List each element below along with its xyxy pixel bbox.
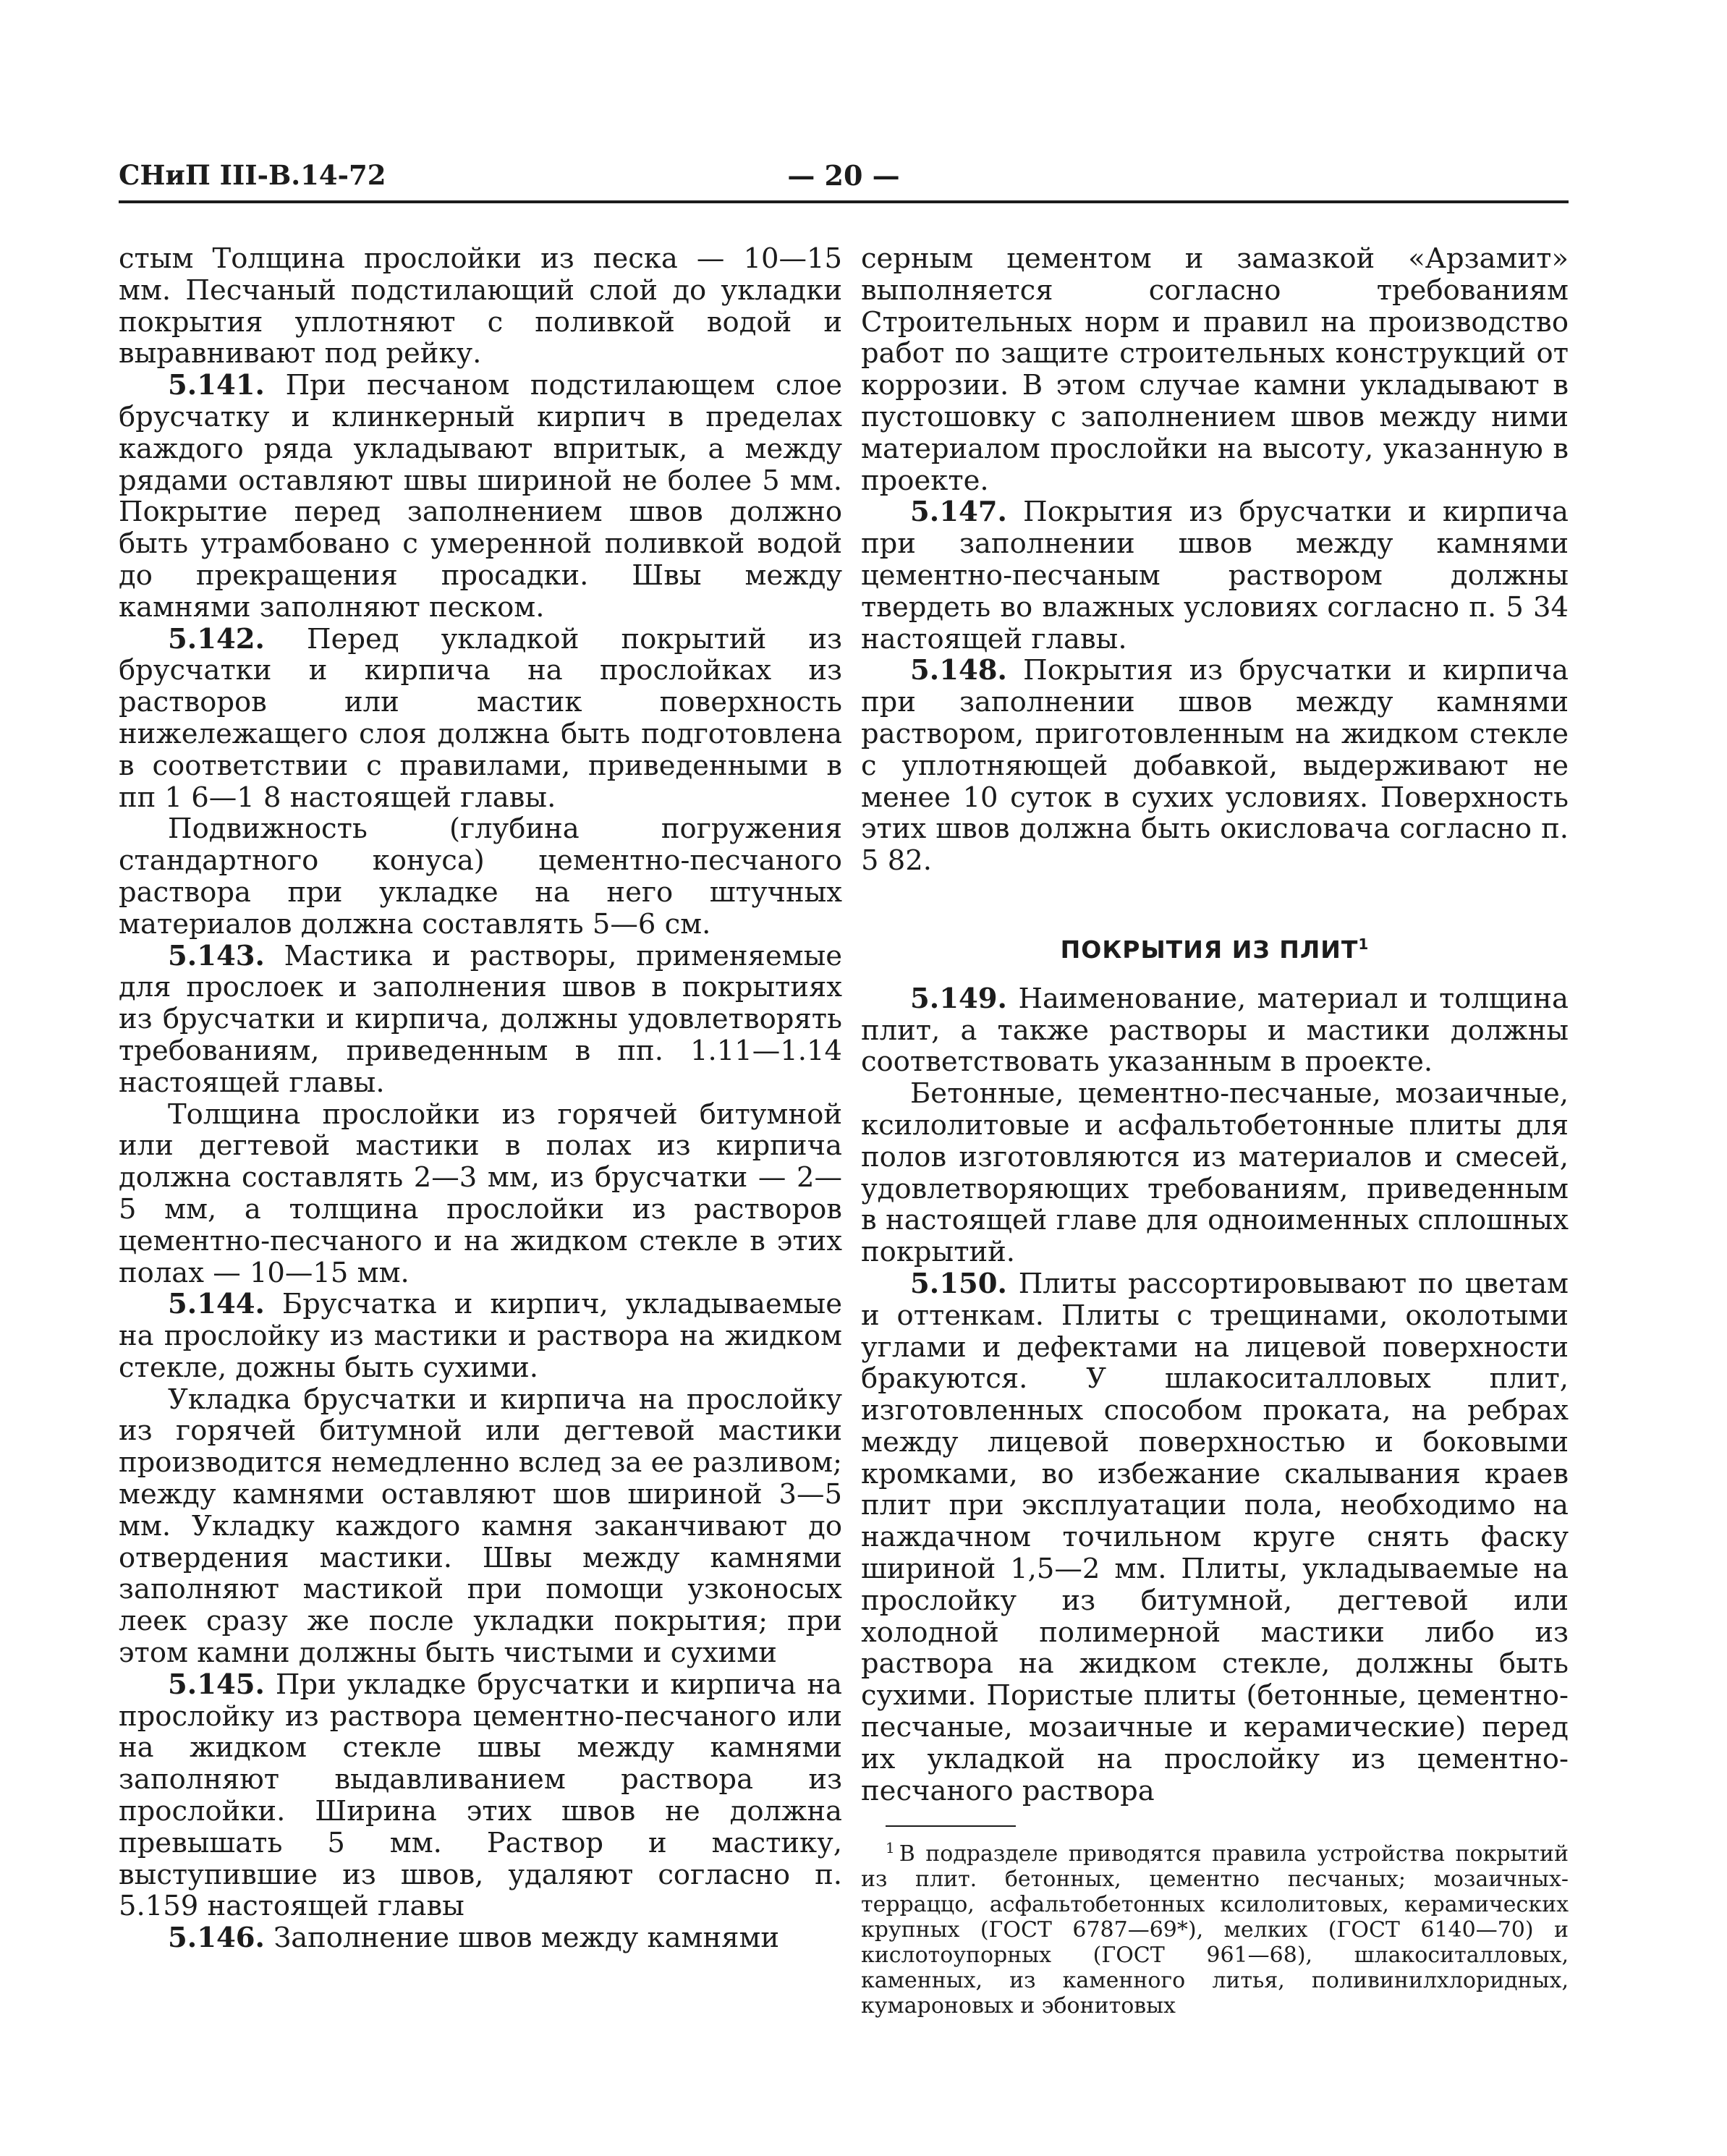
footnote xyxy=(861,1835,1569,2019)
clause-number: 5.143. xyxy=(168,939,265,972)
paragraph-text: Подвижность (глубина погружения стандартного конуса) цементно-песчаного раствора при укладке на него штучных материалов должна составлять 5—6 см. xyxy=(119,812,842,941)
clause-text: Плиты рассортировывают по цветам и оттенкам. Плиты с трещинами, околотыми углами и дефектами на лицевой поверхности бракуются. У шлакоситалловых плит, изготовленных способом проката, на ребрах между лицевой поверхностью и боковыми кромками, во избежание скалывания краев плит при эксплуатации пола, необходимо на наждачном точильном круге снять фаску шириной 1,5—2 мм. Плиты, укладываемые на прослойку из битумной, дегтевой или холодной полимерной мастики либо из раствора на жидком стекле, должны быть сухими. Пористые плиты (бетонные, цементно-песчаные, мозаичные и керамические) перед их укладкой на прослойку из цементно-песчаного раствора xyxy=(861,1267,1569,1807)
clause-text: Наименование, материал и толщина плит, а также растворы и мастики должны соответствовать указанным в проекте. xyxy=(861,982,1569,1079)
clause-number: 5.147. xyxy=(910,496,1007,529)
paragraph xyxy=(119,243,842,370)
page-header xyxy=(119,159,1569,203)
footnote-mark: 1 xyxy=(886,1839,895,1857)
left-column xyxy=(119,243,842,1954)
clause-number: 5.150. xyxy=(910,1267,1007,1300)
clause-number: 5.149. xyxy=(910,982,1007,1015)
clause-number: 5.145. xyxy=(168,1668,265,1701)
page-number: — 20 — xyxy=(787,159,900,192)
clause-5-142 xyxy=(119,624,842,814)
section-heading-text: ПОКРЫТИЯ ИЗ ПЛИТ xyxy=(1060,935,1359,964)
clause-text: Мастика и растворы, применяемые для прослоек и заполнения швов в покрытиях из брусчатки и кирпича, должны удовлетворять требованиям, приведенным в пп. 1.11—1.14 настоящей главы. xyxy=(119,939,842,1099)
clause-number: 5.148. xyxy=(910,654,1007,687)
paragraph-text: Бетонные, цементно-песчаные, мозаичные, ксилолитовые и асфальтобетонные плиты для полов изготовляются из материалов и смесей, удовлетворяющих требованиям, приведенным в настоящей главе для одноименных сплошных покрытий. xyxy=(861,1077,1569,1269)
clause-text: Перед укладкой покрытий из брусчатки и кирпича на прослойках из растворов или мастик поверхность нижележащего слоя должна быть подготовлена в соответствии с правилами, приведенными в пп 1 6—1 8 настоящей главы. xyxy=(119,622,842,814)
clause-text: Покрытия из брусчатки и кирпича при заполнении швов между камнями раствором, приготовленным на жидком стекле с уплотняющей добавкой, выдерживают не менее 10 суток в сухих условиях. Поверхность этих швов должна быть окисловача согласно п. 5 82. xyxy=(861,654,1569,878)
paragraph xyxy=(861,1078,1569,1268)
paragraph xyxy=(119,1099,842,1289)
clause-text: Заполнение швов между камнями xyxy=(264,1922,780,1955)
clause-number: 5.142. xyxy=(168,622,265,655)
clause-text: При песчаном подстилающем слое брусчатку и клинкерный кирпич в пределах каждого ряда укладывают впритык, а между рядами оставляют швы шириной не более 5 мм. Покрытие перед заполнением швов должно быть утрамбовано с умеренной поливкой водой до прекращения просадки. Швы между камнями заполняют песком. xyxy=(119,369,842,624)
right-column xyxy=(861,243,1569,2019)
section-heading xyxy=(861,929,1569,966)
clause-5-148 xyxy=(861,655,1569,877)
clause-text: Покрытия из брусчатки и кирпича при заполнении швов между камнями цементно-песчаным раствором должны твердеть во влажных условиях согласно п. 5 34 настоящей главы. xyxy=(861,496,1569,655)
clause-number: 5.146. xyxy=(168,1922,265,1955)
clause-text: При укладке брусчатки и кирпича на прослойку из раствора цементно-песчаного или на жидком стекле швы между камнями заполняют выдавливанием раствора из прослойки. Ширина этих швов не должна превышать 5 мм. Раствор и мастику, выступившие из швов, удаляют согласно п. 5.159 настоящей главы xyxy=(119,1668,842,1923)
footnote-reference: 1 xyxy=(1358,935,1370,953)
clause-5-144 xyxy=(119,1289,842,1383)
clause-text: Брусчатка и кирпич, укладываемые на прослойку из мастики и раствора на жидком стекле, дожны быть сухими. xyxy=(119,1288,842,1384)
clause-5-147 xyxy=(861,496,1569,655)
clause-5-141 xyxy=(119,370,842,623)
footnote-rule xyxy=(886,1825,1016,1827)
header-rule xyxy=(119,200,1569,203)
paragraph xyxy=(861,243,1569,496)
clause-number: 5.141. xyxy=(168,369,265,402)
paragraph-text: Укладка брусчатки и кирпича на прослойку из горячей битумной или дегтевой мастики производится немедленно вслед за ее разливом; между камнями оставляют шов шириной 3—5 мм. Укладку каждого камня заканчивают до отвердения мастики. Швы между камнями заполняют мастикой при помощи узконосых леек сразу же после укладки покрытия; при этом камни должны быть чистыми и сухими xyxy=(119,1383,842,1670)
footnote-text: В подразделе приводятся правила устройства покрытий из плит. бетонных, цементно песчаных; мозаичных-терраццо, асфальтобетонных ксилолитовых, керамических крупных (ГОСТ 6787—69*), мелких (ГОСТ 6140—70) и кислотоупорных (ГОСТ 961—68), шлакоситалловых, каменных, из каменного литья, поливинилхлоридных, кумароновых и эбонитовых xyxy=(861,1841,1569,2019)
clause-number: 5.144. xyxy=(168,1288,265,1321)
paragraph-text: Толщина прослойки из горячей битумной или дегтевой мастики в полах из кирпича должна составлять 2—3 мм, из брусчатки — 2—5 мм, а толщина прослойки из растворов цементно-песчаного и на жидком стекле в этих полах — 10—15 мм. xyxy=(119,1098,842,1289)
clause-5-143 xyxy=(119,941,842,1099)
paragraph-text: серным цементом и замазкой «Арзамит» выполняется согласно требованиям Строительных норм и правил на производство работ по защите строительных конструкций от коррозии. В этом случае камни укладывают в пустошовку с заполнением швов между ними материалом прослойки на высоту, указанную в проекте. xyxy=(861,242,1569,497)
clause-5-149 xyxy=(861,983,1569,1078)
paragraph-text: стым Толщина прослойки из песка — 10—15 мм. Песчаный подстилающий слой до укладки покрытия уплотняют с поливкой водой и выравнивают под рейку. xyxy=(119,242,842,370)
clause-5-150 xyxy=(861,1268,1569,1807)
document-code: СНиП III-В.14-72 xyxy=(119,159,386,191)
paragraph xyxy=(119,813,842,940)
paragraph xyxy=(119,1384,842,1669)
clause-5-146 xyxy=(119,1922,842,1954)
clause-5-145 xyxy=(119,1669,842,1922)
